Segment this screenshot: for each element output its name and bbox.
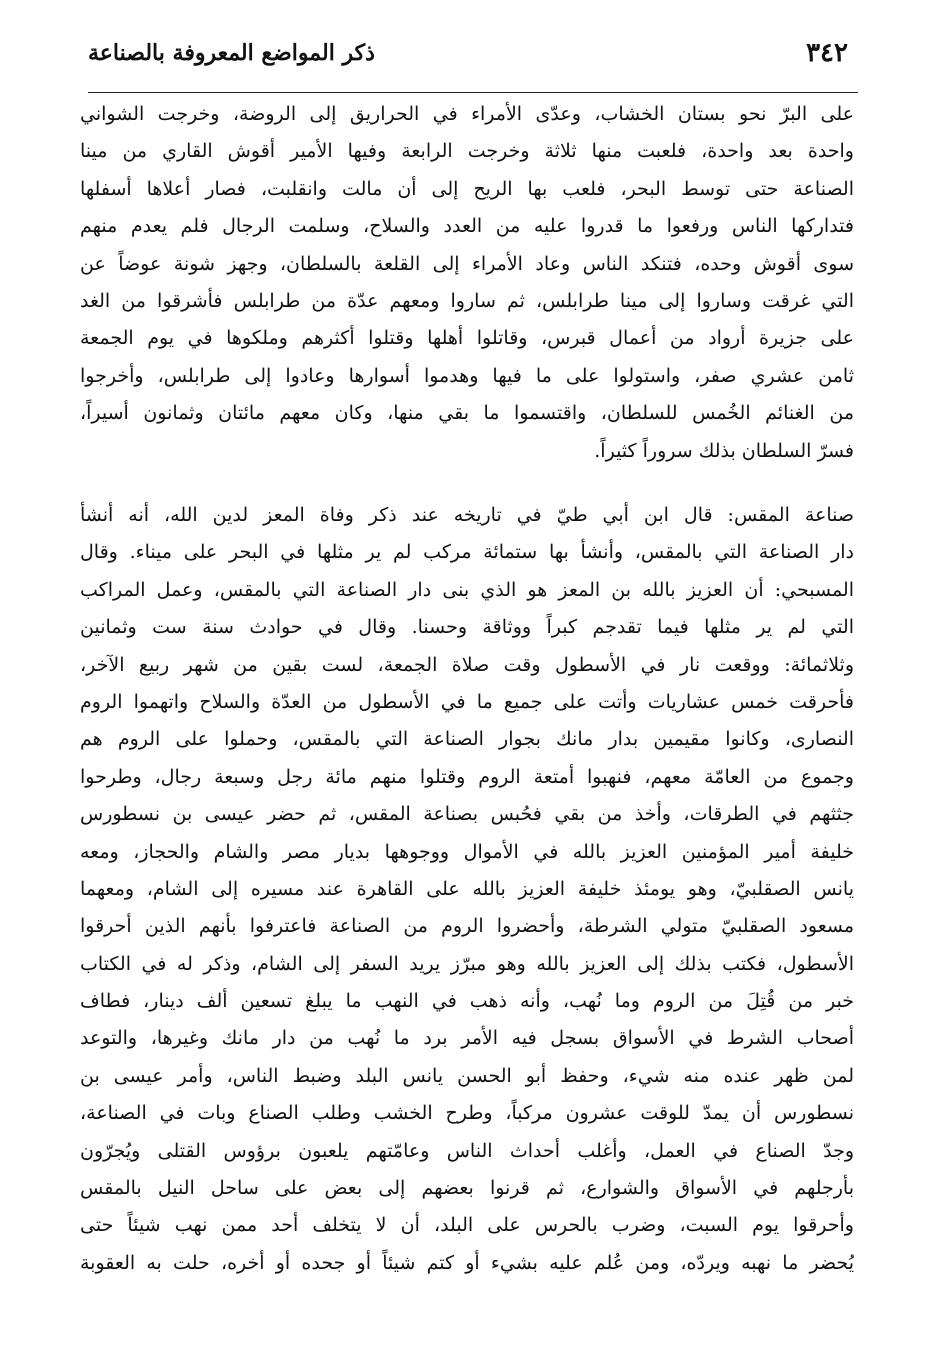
text-line: التي غرقت وساروا إلى مينا طرابلس، ثم ساروا ومعهم عدّة من طرابلس فأشرقوا من الغد	[80, 289, 854, 312]
text-line: بأرجلهم في الأسواق والشوارع، ثم قرنوا بعضهم إلى بعض على ساحل النيل بالمقس	[80, 1177, 854, 1200]
text-line: التي لم ير مثلها فيما تقدجم كبراً ووثاقة وحسنا. وقال في حوادث سنة ست وثمانين	[80, 616, 854, 639]
text-line: وثلاثمائة: ووقعت نار في الأسطول وقت صلاة الجمعة، لست بقين من شهر ربيع الآخر،	[80, 653, 854, 676]
text-line: المسبحي: أن العزيز بالله بن المعز هو الذي بنى دار الصناعة التي بالمقس، وعمل المراكب	[80, 578, 854, 601]
text-line: واحدة بعد واحدة، فلعبت منها ثلاثة وخرجت الرابعة وفيها الأمير أقوش القاري من مينا	[80, 140, 854, 163]
text-line: مسعود الصقلبيّ متولي الشرطة، وأحضروا الروم من الصناعة فاعترفوا بأنهم الذين أحرقوا	[80, 915, 854, 938]
text-line: وجدّ الصناع في العمل، وأغلب أحداث الناس وعامّتهم يلعبون برؤوس القتلى ويُجرّون	[80, 1139, 854, 1162]
text-line: سوى أقوش وحده، فتنكد الناس وعاد الأمراء إلى القلعة بالسلطان، وجهز شونة عوضاً عن	[80, 252, 854, 275]
text-line: يُحضر ما نهبه ويردّه، ومن عُلم عليه بشيء أو كتم شيئاً أو جحده أو أخره، حلت به العقوبة	[80, 1251, 854, 1274]
text-line: أصحاب الشرط في الأسواق بسجل فيه الأمر برد ما نُهب من دار مانك وغيرها، والتوعد	[80, 1027, 854, 1050]
paragraph-2	[80, 497, 854, 1282]
text-line: فسرّ السلطان بذلك سروراً كثيراً.	[594, 439, 854, 462]
page-header	[88, 30, 848, 90]
text-line: جثثهم في الطرقات، وأخذ من بقي فحُبس بصناعة المقس، ثم حضر عيسى بن نسطورس	[80, 803, 854, 826]
text-line: الصناعة حتى توسط البحر، فلعب بها الريح إلى أن مالت وانقلبت، فصار أعلاها أسفلها	[80, 177, 854, 200]
text-line: من الغنائم الخُمس للسلطان، واقتسموا ما بقي منها، وكان معهم مائتان وثمانون أسيراً،	[80, 402, 854, 425]
text-line: الأسطول، فكتب بذلك إلى العزيز بالله وهو مبرّز يريد السفر إلى الشام، وذكر له في الكتاب	[80, 952, 854, 975]
text-line: خليفة أمير المؤمنين العزيز بالله في الأموال ووجوهها بديار مصر والشام والحجاز، ومعه	[80, 840, 854, 863]
text-line: يانس الصقلبيّ، وهو يومئذ خليفة العزيز بالله على القاهرة عند مسيره إلى الشام، ومعهما	[80, 877, 854, 900]
text-line: لمن ظهر عنده منه شيء، وحفظ أبو الحسن يانس البلد وضبط الناس، وأمر عيسى بن	[80, 1064, 854, 1087]
text-line: صناعة المقس: قال ابن أبي طيّ في تاريخه عند ذكر وفاة المعز لدين الله، أنه أنشأ	[80, 504, 854, 526]
text-line: دار الصناعة التي بالمقس، وأنشأ بها ستمائة مركب لم ير مثلها في البحر على ميناء. وقال	[80, 541, 854, 564]
text-line: وجموع من العامّة معهم، فنهبوا أمتعة الروم وقتلوا منهم مائة رجل وسبعة رجال، وطرحوا	[80, 765, 854, 788]
page-number: ٣٤٢	[806, 38, 848, 68]
text-line: فتداركها الناس ورفعوا ما قدروا عليه من العدد والسلاح، وسلمت الرجال فلم يعدم منهم	[80, 215, 854, 238]
running-title: ذكر المواضع المعروفة بالصناعة	[88, 40, 375, 66]
text-line: على البرّ نحو بستان الخشاب، وعدّى الأمراء في الحراريق إلى الروضة، وخرجت الشواني	[80, 103, 854, 125]
paragraph-1	[80, 96, 854, 470]
text-line: فأحرقت خمس عشاريات وأتت على جميع ما في الأسطول من العدّة والسلاح واتهموا الروم	[80, 690, 854, 713]
text-line: نسطورس أن يمدّ للوقت عشرون مركباً، وطرح الخشب وطلب الصناع وبات في الصناعة،	[80, 1102, 854, 1125]
text-line: على جزيرة أرواد من أعمال قبرس، وقاتلوا أهلها وقتلوا أكثرهم وملكوها في يوم الجمعة	[80, 327, 854, 350]
text-line: وأحرقوا يوم السبت، وضرب بالحرس على البلد، أن لا يتخلف أحد ممن نهب شيئاً حتى	[80, 1214, 854, 1237]
header-rule	[88, 92, 858, 93]
text-line: النصارى، وكانوا مقيمين بدار مانك بجوار الصناعة التي بالمقس، وحملوا على الروم هم	[80, 728, 854, 751]
text-line: خبر من قُتِلَ من الروم وما نُهب، وأنه ذهب في النهب ما يبلغ تسعين ألف دينار، فطاف	[80, 990, 854, 1013]
text-line: ثامن عشري صفر، واستولوا على ما فيها وهدموا أسوارها وعادوا إلى طرابلس، وأخرجوا	[80, 364, 854, 387]
